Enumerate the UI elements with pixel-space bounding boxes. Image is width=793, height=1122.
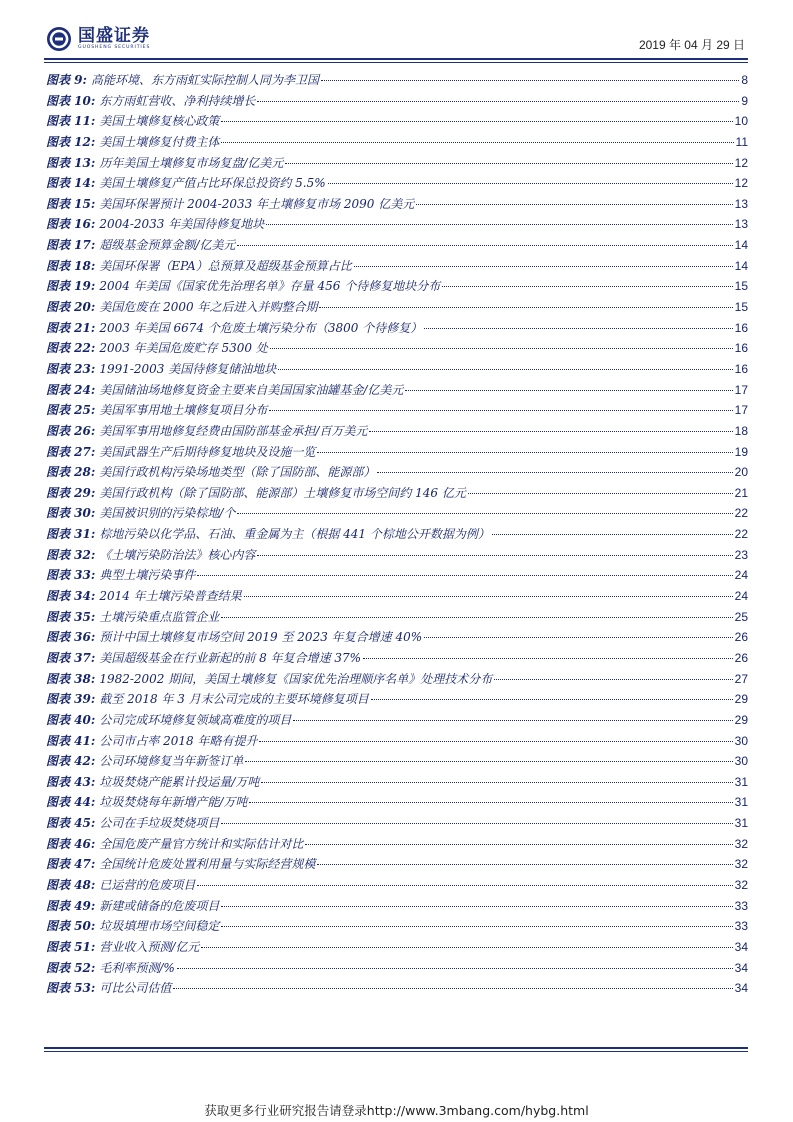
dot-leader (492, 534, 733, 535)
page-number: 30 (734, 754, 748, 769)
dot-leader (221, 142, 733, 143)
figure-number: 图表 43: (46, 774, 96, 789)
page-number: 34 (734, 939, 748, 954)
figure-number: 图表 41: (46, 733, 96, 748)
page-number: 25 (734, 609, 748, 624)
figure-title: 美国超级基金在行业新起的前 8 年复合增速 37% (99, 650, 362, 665)
page-number: 14 (734, 238, 748, 253)
figure-title: 《土壤污染防治法》核心内容 (99, 547, 256, 562)
page-number: 9 (741, 93, 748, 108)
figure-title: 2014 年土壤污染普查结果 (99, 589, 242, 604)
dot-leader (249, 802, 732, 803)
figure-number: 图表 11: (46, 114, 96, 129)
figure-title: 新建或储备的危废项目 (99, 898, 220, 913)
dot-leader (221, 926, 732, 927)
page-number: 31 (734, 795, 748, 810)
dot-leader (424, 328, 732, 329)
page-number: 24 (734, 568, 748, 583)
page-number: 26 (734, 650, 748, 665)
figure-title: 公司市占率 2018 年略有提升 (99, 733, 258, 748)
toc-entry[interactable] (46, 896, 748, 917)
toc-entry[interactable] (46, 689, 748, 710)
figure-number: 图表 34: (46, 589, 96, 604)
dot-leader (371, 699, 733, 700)
figure-title: 垃圾焚烧每年新增产能/万吨 (99, 795, 248, 810)
dot-leader (377, 472, 732, 473)
figure-number: 图表 50: (46, 919, 96, 934)
page-number: 12 (734, 176, 748, 191)
figure-number: 图表 14: (46, 176, 96, 191)
dot-leader (261, 782, 732, 783)
figure-title: 预计中国土壤修复市场空间 2019 至 2023 年复合增速 40% (99, 630, 423, 645)
figure-title: 美国行政机构污染场地类型（除了国防部、能源部） (99, 465, 376, 480)
toc-entry[interactable] (46, 483, 748, 504)
figure-title: 历年美国土壤修复市场复盘/亿美元 (99, 155, 284, 170)
toc-entry[interactable] (46, 70, 748, 91)
dot-leader (278, 369, 732, 370)
figure-title: 公司在手垃圾焚烧项目 (99, 816, 220, 831)
figure-number: 图表 42: (46, 754, 96, 769)
dot-leader (293, 720, 732, 721)
figure-number: 图表 33: (46, 568, 96, 583)
page-number: 17 (734, 403, 748, 418)
toc-entry[interactable] (46, 338, 748, 359)
page-number: 11 (735, 134, 748, 149)
figure-title: 美国环保署预计 2004-2033 年土壤修复市场 2090 亿美元 (99, 196, 415, 211)
figure-number: 图表 16: (46, 217, 96, 232)
page-number: 29 (734, 712, 748, 727)
figure-number: 图表 28: (46, 465, 96, 480)
toc-entry[interactable] (46, 751, 748, 772)
figure-title: 美国土壤修复付费主体 (99, 134, 220, 149)
figure-title: 美国危废在 2000 年之后进入并购整合期 (99, 300, 318, 315)
toc-entry[interactable] (46, 958, 748, 979)
page-number: 10 (734, 114, 748, 129)
page-number: 16 (734, 320, 748, 335)
toc-entry[interactable] (46, 627, 748, 648)
dot-leader (285, 163, 732, 164)
dot-leader (305, 844, 732, 845)
toc-entry[interactable] (46, 834, 748, 855)
report-date: 2019 年 04 月 29 日 (638, 38, 745, 52)
figure-number: 图表 17: (46, 238, 96, 253)
dot-leader (321, 80, 739, 81)
dot-leader (442, 286, 732, 287)
dot-leader (319, 307, 732, 308)
figure-number: 图表 26: (46, 423, 96, 438)
page-number: 23 (734, 547, 748, 562)
figure-title: 美国环保署（EPA）总预算及超级基金预算占比 (99, 258, 352, 273)
figure-title: 2004 年美国《国家优先治理名单》存量 456 个待修复地块分布 (99, 279, 441, 294)
figure-number: 图表 36: (46, 630, 96, 645)
figure-title: 全国危废产量官方统计和实际估计对比 (99, 836, 304, 851)
dot-leader (405, 390, 732, 391)
figure-title: 东方雨虹营收、净利持续增长 (99, 93, 256, 108)
figure-title: 超级基金预算金额/亿美元 (99, 238, 236, 253)
logo-name-cn: 国盛证券 (78, 26, 150, 46)
page-number: 14 (734, 258, 748, 273)
dot-leader (257, 555, 732, 556)
figure-title: 棕地污染以化学品、石油、重金属为主（根据 441 个棕地公开数据为例） (99, 527, 490, 542)
page-number: 17 (734, 382, 748, 397)
toc-entry[interactable] (46, 297, 748, 318)
figure-number: 图表 9: (46, 73, 87, 87)
dot-leader (201, 947, 732, 948)
toc-entry[interactable] (46, 132, 748, 153)
figure-title: 美国军事用地土壤修复项目分布 (99, 403, 268, 418)
figure-index-list (46, 70, 748, 999)
figure-title: 公司完成环境修复领域高难度的项目 (99, 712, 292, 727)
figure-number: 图表 12: (46, 134, 96, 149)
page-number: 16 (734, 361, 748, 376)
page-number: 16 (734, 341, 748, 356)
header-divider-thin (44, 62, 748, 63)
footer-divider (44, 1047, 748, 1049)
figure-number: 图表 52: (46, 960, 96, 975)
toc-entry[interactable] (46, 359, 748, 380)
page-number: 33 (734, 898, 748, 913)
logo-icon (46, 26, 72, 52)
figure-number: 图表 32: (46, 547, 96, 562)
figure-title: 2003 年美国危废贮存 5300 处 (99, 341, 268, 356)
page-number: 33 (734, 919, 748, 934)
figure-number: 图表 48: (46, 877, 96, 892)
dot-leader (363, 658, 733, 659)
figure-title: 美国储油场地修复资金主要来自美国国家油罐基金/亿美元 (99, 382, 404, 397)
figure-title: 垃圾焚烧产能累计投运量/万吨 (99, 774, 260, 789)
page-number: 29 (734, 692, 748, 707)
figure-number: 图表 25: (46, 403, 96, 418)
page-number: 34 (734, 981, 748, 996)
figure-title: 美国武器生产后期待修复地块及设施一览 (99, 444, 316, 459)
figure-number: 图表 39: (46, 692, 96, 707)
toc-entry[interactable] (46, 524, 748, 545)
figure-title: 截至 2018 年 3 月末公司完成的主要环境修复项目 (99, 692, 369, 707)
footer-divider-thin (44, 1051, 748, 1052)
toc-entry[interactable] (46, 380, 748, 401)
dot-leader (424, 637, 733, 638)
figure-number: 图表 24: (46, 382, 96, 397)
figure-number: 图表 46: (46, 836, 96, 851)
figure-number: 图表 18: (46, 258, 96, 273)
dot-leader (369, 431, 732, 432)
figure-number: 图表 47: (46, 857, 96, 872)
toc-entry[interactable] (46, 669, 748, 690)
figure-title: 1982-2002 期间，美国土壤修复《国家优先治理顺序名单》处理技术分布 (99, 671, 493, 686)
dot-leader (328, 183, 733, 184)
page-number: 34 (734, 960, 748, 975)
toc-entry[interactable] (46, 318, 748, 339)
page-number: 32 (734, 836, 748, 851)
dot-leader (269, 410, 732, 411)
figure-title: 毛利率预测/% (99, 960, 175, 975)
dot-leader (259, 741, 732, 742)
figure-title: 美国土壤修复产值占比环保总投资约 5.5% (99, 176, 326, 191)
page-number: 30 (734, 733, 748, 748)
dot-leader (221, 121, 732, 122)
toc-entry[interactable] (46, 710, 748, 731)
footer-link-text[interactable]: 获取更多行业研究报告请登录http://www.3mbang.com/hybg.html (204, 1103, 589, 1118)
figure-number: 图表 51: (46, 939, 96, 954)
toc-entry[interactable] (46, 937, 748, 958)
figure-number: 图表 19: (46, 279, 96, 294)
figure-number: 图表 40: (46, 712, 96, 727)
figure-title: 1991-2003 美国待修复储油地块 (99, 361, 277, 376)
figure-title: 全国统计危废处置利用量与实际经营规模 (99, 857, 316, 872)
toc-entry[interactable] (46, 214, 748, 235)
page-number: 22 (734, 527, 748, 542)
page-number: 15 (734, 279, 748, 294)
figure-number: 图表 45: (46, 816, 96, 831)
toc-entry[interactable] (46, 875, 748, 896)
figure-number: 图表 27: (46, 444, 96, 459)
page-number: 18 (734, 423, 748, 438)
dot-leader (244, 596, 733, 597)
dot-leader (221, 617, 732, 618)
company-logo (46, 24, 150, 54)
toc-entry[interactable] (46, 111, 748, 132)
toc-entry[interactable] (46, 173, 748, 194)
toc-entry[interactable] (46, 545, 748, 566)
toc-entry[interactable] (46, 256, 748, 277)
dot-leader (237, 245, 732, 246)
figure-title: 高能环境、东方雨虹实际控制人同为李卫国 (90, 73, 319, 87)
toc-entry[interactable] (46, 854, 748, 875)
toc-entry[interactable] (46, 586, 748, 607)
dot-leader (266, 224, 732, 225)
page-number: 26 (734, 630, 748, 645)
toc-entry[interactable] (46, 91, 748, 112)
page-number: 15 (734, 300, 748, 315)
dot-leader (221, 823, 732, 824)
page-number: 31 (734, 816, 748, 831)
figure-title: 美国行政机构（除了国防部、能源部）土壤修复市场空间约 146 亿元 (99, 485, 466, 500)
toc-entry[interactable] (46, 565, 748, 586)
page-number: 12 (734, 155, 748, 170)
figure-title: 美国军事用地修复经费由国防部基金承担/百万美元 (99, 423, 368, 438)
page-header (0, 0, 793, 64)
toc-entry[interactable] (46, 503, 748, 524)
figure-number: 图表 49: (46, 898, 96, 913)
toc-entry[interactable] (46, 153, 748, 174)
figure-number: 图表 53: (46, 981, 96, 996)
figure-title: 典型土壤污染事件 (99, 568, 196, 583)
logo-name-en: GUOSHENG SECURITIES (78, 45, 151, 50)
figure-number: 图表 15: (46, 196, 96, 211)
figure-title: 土壤污染重点监管企业 (99, 609, 220, 624)
toc-entry[interactable] (46, 792, 748, 813)
dot-leader (317, 452, 732, 453)
figure-number: 图表 13: (46, 155, 96, 170)
figure-number: 图表 21: (46, 320, 96, 335)
dot-leader (270, 348, 733, 349)
page-number: 21 (734, 485, 748, 500)
dot-leader (221, 906, 732, 907)
page-number: 13 (734, 196, 748, 211)
dot-leader (197, 885, 732, 886)
toc-entry[interactable] (46, 607, 748, 628)
figure-title: 2003 年美国 6674 个危废土壤污染分布（3800 个待修复） (99, 320, 423, 335)
toc-entry[interactable] (46, 235, 748, 256)
figure-number: 图表 30: (46, 506, 96, 521)
page-number: 13 (734, 217, 748, 232)
page-number: 32 (734, 857, 748, 872)
dot-leader (468, 493, 733, 494)
figure-title: 2004-2033 年美国待修复地块 (99, 217, 265, 232)
toc-entry[interactable] (46, 462, 748, 483)
figure-number: 图表 35: (46, 609, 96, 624)
dot-leader (257, 101, 739, 102)
figure-number: 图表 38: (46, 671, 96, 686)
figure-title: 可比公司估值 (99, 981, 172, 996)
figure-number: 图表 37: (46, 650, 96, 665)
toc-entry[interactable] (46, 276, 748, 297)
figure-number: 图表 23: (46, 361, 96, 376)
dot-leader (173, 988, 732, 989)
dot-leader (494, 679, 732, 680)
figure-number: 图表 44: (46, 795, 96, 810)
figure-number: 图表 10: (46, 93, 96, 108)
page-number: 19 (734, 444, 748, 459)
figure-title: 公司环境修复当年新签订单 (99, 754, 244, 769)
dot-leader (197, 575, 732, 576)
page-number: 32 (734, 877, 748, 892)
toc-entry[interactable] (46, 731, 748, 752)
page-number: 8 (741, 73, 748, 87)
figure-number: 图表 29: (46, 485, 96, 500)
figure-title: 垃圾填埋市场空间稳定 (99, 919, 220, 934)
toc-entry[interactable] (46, 916, 748, 937)
toc-entry[interactable] (46, 813, 748, 834)
dot-leader (177, 968, 733, 969)
figure-title: 已运营的危废项目 (99, 877, 196, 892)
figure-number: 图表 20: (46, 300, 96, 315)
toc-entry[interactable] (46, 648, 748, 669)
toc-entry[interactable] (46, 978, 748, 999)
page-number: 20 (734, 465, 748, 480)
header-divider (44, 58, 748, 60)
page-number: 22 (734, 506, 748, 521)
dot-leader (245, 761, 732, 762)
page-number: 24 (734, 589, 748, 604)
figure-title: 美国被识别的污染棕地/个 (99, 506, 236, 521)
dot-leader (416, 204, 732, 205)
page-number: 31 (734, 774, 748, 789)
figure-title: 营业收入预测/亿元 (99, 939, 200, 954)
dot-leader (237, 513, 732, 514)
toc-entry[interactable] (46, 772, 748, 793)
toc-entry[interactable] (46, 194, 748, 215)
page-number: 27 (734, 671, 748, 686)
figure-title: 美国土壤修复核心政策 (99, 114, 220, 129)
dot-leader (317, 864, 732, 865)
toc-entry[interactable] (46, 442, 748, 463)
toc-entry[interactable] (46, 400, 748, 421)
figure-number: 图表 31: (46, 527, 96, 542)
toc-entry[interactable] (46, 421, 748, 442)
figure-number: 图表 22: (46, 341, 96, 356)
dot-leader (354, 266, 733, 267)
